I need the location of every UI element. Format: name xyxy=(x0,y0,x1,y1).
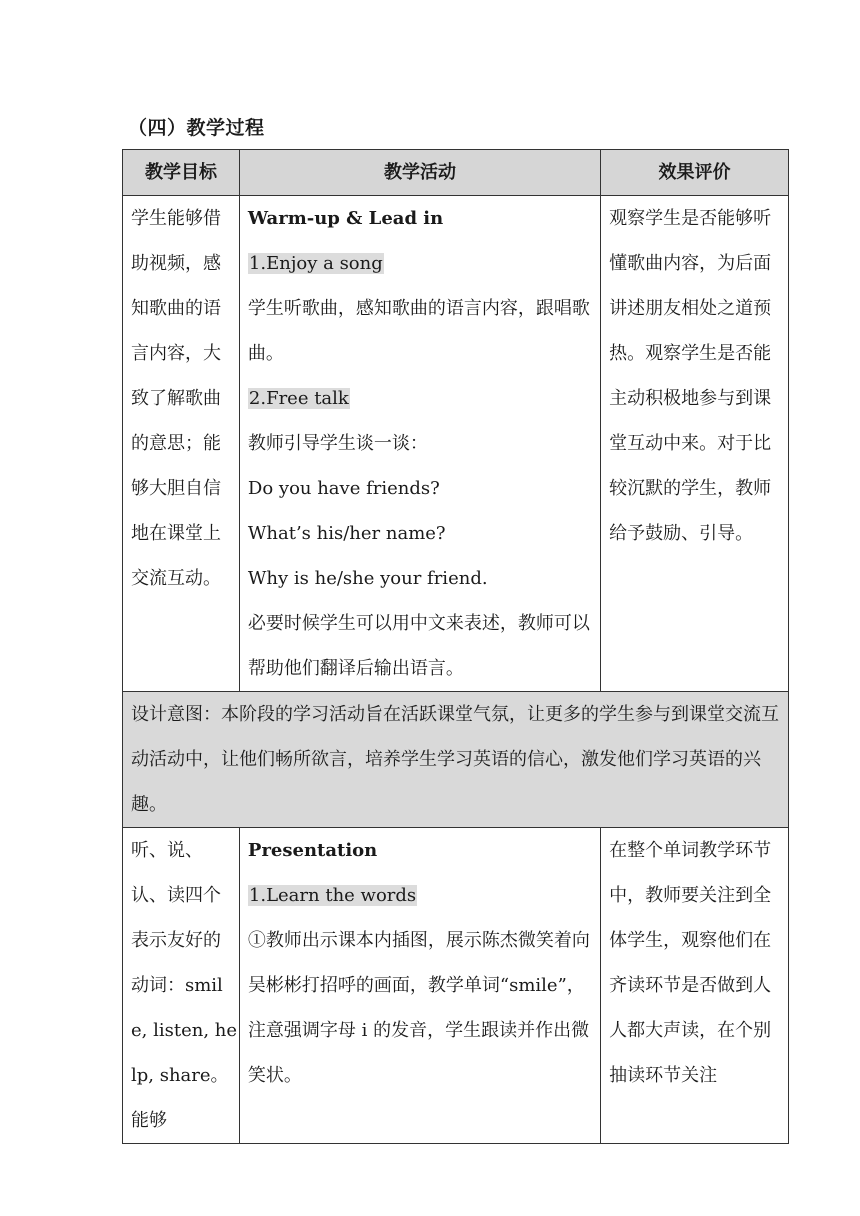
table-row xyxy=(123,828,789,1144)
step-description: 教师引导学生谈一谈： xyxy=(247,433,428,454)
evaluation-text: 在整个单词教学环节中，教师要关注到全体学生，观察他们在齐读环节是否做到人人都大声读，在个别抽读环节关注 xyxy=(609,840,772,1086)
evaluation-cell xyxy=(601,828,789,1144)
table-header-row xyxy=(123,150,789,196)
header-evaluation: 效果评价 xyxy=(601,150,789,196)
design-intent-text: 设计意图：本阶段的学习活动旨在活跃课堂气氛，让更多的学生参与到课堂交流互动活动中，让他们畅所欲言，培养学生学习英语的信心，激发他们学习英语的兴趣。 xyxy=(131,704,779,815)
step-description: 学生听歌曲，感知歌曲的语言内容，跟唱歌曲。 xyxy=(247,298,590,364)
evaluation-cell xyxy=(601,196,789,692)
note-text: 必要时候学生可以用中文来表述，教师可以帮助他们翻译后输出语言。 xyxy=(247,613,590,679)
question-text: What’s his/her name? xyxy=(247,523,446,544)
activity-cell xyxy=(239,196,600,692)
question-text: Do you have friends? xyxy=(247,478,440,499)
activity-cell xyxy=(239,828,600,1144)
section-title: （四）教学过程 xyxy=(128,117,265,139)
goal-cell xyxy=(123,828,240,1144)
goal-text: 听、说、认、读四个表示友好的动词：smile, listen, help, share。能够 xyxy=(131,840,238,1131)
header-activity: 教学活动 xyxy=(239,150,600,196)
design-intent-cell xyxy=(123,692,789,828)
step-description: ①教师出示课本内插图，展示陈杰微笑着向吴彬彬打招呼的画面，教学单词“smile”，注意强调字母 i 的发音，学生跟读并作出微笑状。 xyxy=(247,930,590,1086)
lesson-process-table xyxy=(122,149,789,1144)
stage-heading: Warm-up & Lead in xyxy=(247,208,444,229)
goal-cell xyxy=(123,196,240,692)
design-intent-row xyxy=(123,692,789,828)
table-row xyxy=(123,196,789,692)
evaluation-text: 观察学生是否能够听懂歌曲内容，为后面讲述朋友相处之道预热。观察学生是否能主动积极地参与到课堂互动中来。对于比较沉默的学生，教师给予鼓励、引导。 xyxy=(609,208,772,544)
goal-text: 学生能够借助视频，感知歌曲的语言内容，大致了解歌曲的意思；能够大胆自信地在课堂上交流互动。 xyxy=(131,208,221,589)
step-label: 2.Free talk xyxy=(248,388,349,409)
header-goal: 教学目标 xyxy=(123,150,240,196)
step-label: 1.Enjoy a song xyxy=(248,253,383,274)
step-label: 1.Learn the words xyxy=(248,885,417,906)
stage-heading: Presentation xyxy=(247,840,378,861)
question-text: Why is he/she your friend. xyxy=(247,568,488,589)
